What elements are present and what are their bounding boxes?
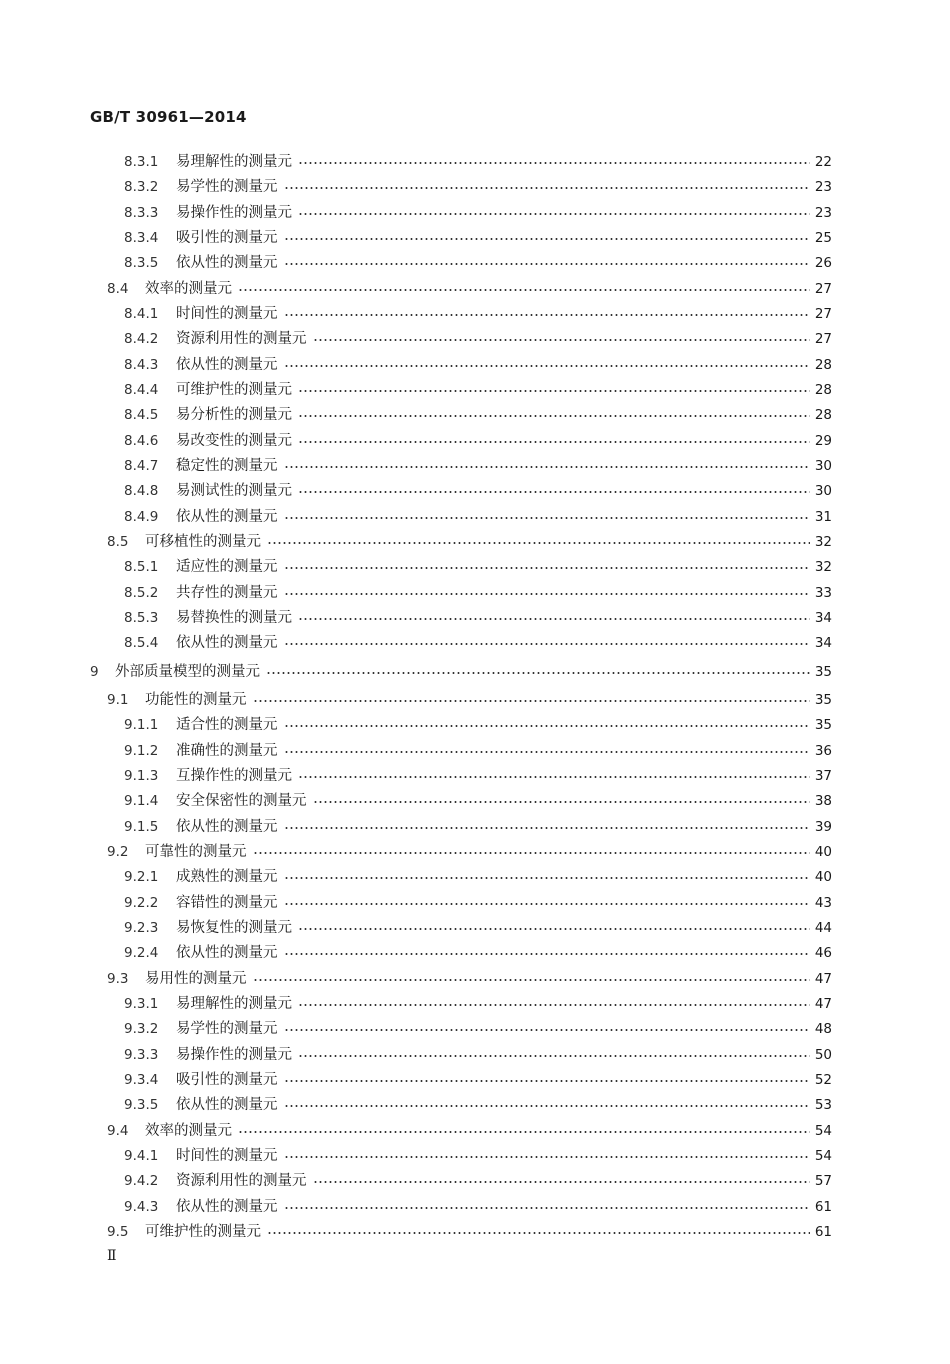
toc-entry-number: 8.4.6 xyxy=(124,432,159,449)
toc-entry-title: 易理解性的测量元 xyxy=(176,995,292,1012)
toc-entry-title: 依从性的测量元 xyxy=(176,818,278,835)
toc-entry[interactable] xyxy=(0,1144,950,1169)
toc-entry-page: 27 xyxy=(814,280,832,297)
toc-leader-dots xyxy=(266,672,810,674)
toc-leader-dots xyxy=(284,1156,810,1158)
page-number: Ⅱ xyxy=(107,1248,117,1264)
toc-entry-number: 9.4.2 xyxy=(124,1173,159,1190)
toc-entry-number: 9.2.4 xyxy=(124,945,159,962)
toc-entry-page: 43 xyxy=(814,894,832,911)
toc-entry-page: 33 xyxy=(814,584,832,601)
toc-leader-dots xyxy=(298,441,810,443)
toc-entry[interactable] xyxy=(0,429,950,454)
toc-leader-dots xyxy=(238,289,810,291)
toc-entry-page: 23 xyxy=(814,204,832,221)
toc-leader-dots xyxy=(284,1105,810,1107)
toc-entry[interactable] xyxy=(0,631,950,656)
toc-entry-number: 8.5.4 xyxy=(124,635,159,652)
toc-entry-page: 40 xyxy=(814,843,832,860)
toc-entry-title: 易用性的测量元 xyxy=(145,970,247,987)
toc-entry-page: 37 xyxy=(814,767,832,784)
toc-entry-page: 36 xyxy=(814,742,832,759)
toc-entry[interactable] xyxy=(0,505,950,530)
toc-entry-title: 效率的测量元 xyxy=(145,1122,232,1139)
toc-entry-page: 26 xyxy=(814,255,832,272)
toc-entry-title: 互操作性的测量元 xyxy=(176,767,292,784)
toc-entry[interactable] xyxy=(0,251,950,276)
toc-entry[interactable] xyxy=(0,713,950,738)
toc-entry[interactable] xyxy=(0,815,950,840)
toc-entry-page: 32 xyxy=(814,533,832,550)
toc-leader-dots xyxy=(238,1131,810,1133)
toc-entry-number: 8.5.3 xyxy=(124,609,159,626)
toc-entry-page: 27 xyxy=(814,305,832,322)
toc-leader-dots xyxy=(284,365,810,367)
toc-entry-number: 8.3.4 xyxy=(124,229,159,246)
toc-entry[interactable] xyxy=(0,764,950,789)
toc-entry-title: 依从性的测量元 xyxy=(176,255,278,272)
toc-entry-number: 9.2.3 xyxy=(124,919,159,936)
toc-entry[interactable] xyxy=(0,175,950,200)
toc-entry-page: 54 xyxy=(814,1147,832,1164)
toc-entry-title: 易操作性的测量元 xyxy=(176,204,292,221)
toc-entry-number: 8.4.4 xyxy=(124,381,159,398)
toc-entry-title: 共存性的测量元 xyxy=(176,584,278,601)
toc-entry[interactable] xyxy=(0,302,950,327)
toc-entry[interactable] xyxy=(0,606,950,631)
toc-entry-title: 功能性的测量元 xyxy=(145,691,247,708)
toc-entry-number: 8.4.5 xyxy=(124,407,159,424)
toc-entry-title: 易恢复性的测量元 xyxy=(176,919,292,936)
toc-entry[interactable] xyxy=(0,1169,950,1194)
toc-entry-page: 47 xyxy=(814,970,832,987)
toc-entry[interactable] xyxy=(0,150,950,175)
toc-leader-dots xyxy=(267,542,810,544)
toc-entry[interactable] xyxy=(0,688,950,713)
toc-entry-title: 稳定性的测量元 xyxy=(176,457,278,474)
toc-entry-title: 外部质量模型的测量元 xyxy=(115,663,260,680)
toc-entry[interactable] xyxy=(0,840,950,865)
toc-leader-dots xyxy=(298,618,810,620)
toc-leader-dots xyxy=(284,643,810,645)
toc-entry-title: 效率的测量元 xyxy=(145,280,232,297)
toc-entry-number: 9.3.1 xyxy=(124,995,159,1012)
toc-entry-title: 依从性的测量元 xyxy=(176,508,278,525)
toc-leader-dots xyxy=(284,466,810,468)
toc-entry-page: 54 xyxy=(814,1122,832,1139)
toc-entry[interactable] xyxy=(0,581,950,606)
toc-leader-dots xyxy=(284,725,810,727)
toc-entry[interactable] xyxy=(0,530,950,555)
toc-entry-title: 可维护性的测量元 xyxy=(176,381,292,398)
toc-entry-number: 8.3.3 xyxy=(124,204,159,221)
toc-leader-dots xyxy=(284,1080,810,1082)
toc-entry-page: 22 xyxy=(814,154,832,170)
toc-leader-dots xyxy=(253,979,810,981)
toc-entry-title: 时间性的测量元 xyxy=(176,1147,278,1164)
toc-entry-page: 28 xyxy=(814,381,832,398)
toc-leader-dots xyxy=(284,593,810,595)
toc-entry-number: 8.3.5 xyxy=(124,255,159,272)
toc-entry-page: 28 xyxy=(814,407,832,424)
toc-entry-title: 依从性的测量元 xyxy=(176,1198,278,1215)
toc-entry-page: 39 xyxy=(814,818,832,835)
toc-entry-title: 资源利用性的测量元 xyxy=(176,1173,307,1190)
toc-entry-page: 30 xyxy=(814,483,832,500)
toc-entry-number: 9.3.2 xyxy=(124,1021,159,1038)
toc-entry[interactable] xyxy=(0,992,950,1017)
toc-entry-title: 吸引性的测量元 xyxy=(176,229,278,246)
toc-entry-number: 9.1.4 xyxy=(124,793,159,810)
toc-leader-dots xyxy=(253,852,810,854)
toc-leader-dots xyxy=(253,700,810,702)
toc-entry-page: 31 xyxy=(814,508,832,525)
toc-entry[interactable] xyxy=(0,403,950,428)
toc-leader-dots xyxy=(284,263,810,265)
toc-entry-number: 9.1.2 xyxy=(124,742,159,759)
toc-entry-number: 8.5.2 xyxy=(124,584,159,601)
toc-leader-dots xyxy=(298,776,810,778)
toc-entry[interactable] xyxy=(0,789,950,814)
toc-entry-title: 易学性的测量元 xyxy=(176,1021,278,1038)
toc-entry-page: 38 xyxy=(814,793,832,810)
toc-entry[interactable] xyxy=(0,1195,950,1220)
toc-entry[interactable] xyxy=(0,916,950,941)
toc-entry-number: 9.2 xyxy=(107,843,129,860)
toc-entry[interactable] xyxy=(0,327,950,352)
toc-entry-page: 29 xyxy=(814,432,832,449)
toc-entry-title: 易测试性的测量元 xyxy=(176,483,292,500)
toc-entry-page: 35 xyxy=(814,717,832,734)
toc-leader-dots xyxy=(284,953,810,955)
toc-entry[interactable] xyxy=(0,739,950,764)
toc-entry-title: 容错性的测量元 xyxy=(176,894,278,911)
toc-entry-page: 61 xyxy=(814,1198,832,1215)
toc-entry[interactable] xyxy=(0,226,950,251)
toc-entry-number: 9.4.3 xyxy=(124,1198,159,1215)
toc-leader-dots xyxy=(298,928,810,930)
toc-entry-page: 57 xyxy=(814,1173,832,1190)
toc-entry-number: 8.4.8 xyxy=(124,483,159,500)
toc-entry-number: 9.3.3 xyxy=(124,1046,159,1063)
toc-leader-dots xyxy=(284,877,810,879)
toc-entry-number: 9.2.1 xyxy=(124,869,159,886)
toc-leader-dots xyxy=(313,801,810,803)
toc-leader-dots xyxy=(298,491,810,493)
toc-entry[interactable] xyxy=(0,378,950,403)
toc-entry-number: 8.3.1 xyxy=(124,154,159,170)
toc-leader-dots xyxy=(284,567,810,569)
toc-entry-page: 34 xyxy=(814,609,832,626)
toc-entry-title: 适应性的测量元 xyxy=(176,559,278,576)
toc-entry-page: 52 xyxy=(814,1071,832,1088)
toc-leader-dots xyxy=(298,415,810,417)
toc-leader-dots xyxy=(298,162,810,164)
toc-entry-number: 9.4.1 xyxy=(124,1147,159,1164)
toc-leader-dots xyxy=(284,187,810,189)
toc-entry-title: 可移植性的测量元 xyxy=(145,533,261,550)
toc-entry-title: 易分析性的测量元 xyxy=(176,407,292,424)
toc-entry-title: 依从性的测量元 xyxy=(176,635,278,652)
toc-entry-page: 27 xyxy=(814,331,832,348)
toc-entry-number: 8.4.3 xyxy=(124,356,159,373)
toc-entry-title: 吸引性的测量元 xyxy=(176,1071,278,1088)
toc-entry-number: 8.4 xyxy=(107,280,129,297)
toc-entry-title: 易学性的测量元 xyxy=(176,179,278,196)
toc-entry[interactable] xyxy=(0,479,950,504)
toc-entry-number: 8.5 xyxy=(107,533,129,550)
toc-entry[interactable] xyxy=(0,201,950,226)
toc-entry[interactable] xyxy=(0,660,950,685)
toc-entry-title: 时间性的测量元 xyxy=(176,305,278,322)
toc-entry-title: 适合性的测量元 xyxy=(176,717,278,734)
standard-code: GB/T 30961—2014 xyxy=(90,108,247,126)
toc-entry-number: 8.4.1 xyxy=(124,305,159,322)
toc-leader-dots xyxy=(313,339,810,341)
toc-leader-dots xyxy=(267,1232,810,1234)
toc-entry[interactable] xyxy=(0,353,950,378)
toc-leader-dots xyxy=(298,1055,810,1057)
toc-entry[interactable] xyxy=(0,1043,950,1068)
toc-leader-dots xyxy=(284,1207,810,1209)
toc-entry[interactable] xyxy=(0,865,950,890)
toc-entry-title: 可靠性的测量元 xyxy=(145,843,247,860)
toc-entry-title: 安全保密性的测量元 xyxy=(176,793,307,810)
toc-entry-page: 28 xyxy=(814,356,832,373)
toc-entry-number: 9.1.1 xyxy=(124,717,159,734)
toc-entry-page: 48 xyxy=(814,1021,832,1038)
toc-entry-page: 40 xyxy=(814,869,832,886)
toc-entry-title: 准确性的测量元 xyxy=(176,742,278,759)
toc-leader-dots xyxy=(298,213,810,215)
toc-entry-page: 35 xyxy=(814,691,832,708)
toc-entry[interactable] xyxy=(0,1119,950,1144)
toc-leader-dots xyxy=(284,751,810,753)
toc-entry-title: 依从性的测量元 xyxy=(176,356,278,373)
toc-entry-number: 9.1.5 xyxy=(124,818,159,835)
toc-entry-number: 9.1 xyxy=(107,691,129,708)
toc-entry[interactable] xyxy=(0,941,950,966)
toc-entry-number: 8.5.1 xyxy=(124,559,159,576)
toc-entry-page: 47 xyxy=(814,995,832,1012)
toc-entry-page: 50 xyxy=(814,1046,832,1063)
toc-leader-dots xyxy=(284,903,810,905)
toc-entry-title: 成熟性的测量元 xyxy=(176,869,278,886)
toc-leader-dots xyxy=(284,238,810,240)
toc-entry[interactable] xyxy=(0,1068,950,1093)
toc-entry-number: 8.4.9 xyxy=(124,508,159,525)
toc-leader-dots xyxy=(284,314,810,316)
toc-entry-page: 32 xyxy=(814,559,832,576)
toc-leader-dots xyxy=(284,1029,810,1031)
toc-entry-title: 资源利用性的测量元 xyxy=(176,331,307,348)
toc-entry-title: 易操作性的测量元 xyxy=(176,1046,292,1063)
toc-entry-page: 46 xyxy=(814,945,832,962)
toc-entry-number: 9.2.2 xyxy=(124,894,159,911)
toc-entry-page: 35 xyxy=(814,663,832,680)
toc-entry-title: 依从性的测量元 xyxy=(176,1097,278,1114)
toc-entry-page: 34 xyxy=(814,635,832,652)
toc-entry-number: 9.3 xyxy=(107,970,129,987)
toc-leader-dots xyxy=(284,517,810,519)
toc-entry-page: 23 xyxy=(814,179,832,196)
toc-leader-dots xyxy=(284,827,810,829)
toc-entry-title: 易理解性的测量元 xyxy=(176,154,292,170)
toc-leader-dots xyxy=(298,390,810,392)
toc-entry[interactable] xyxy=(0,1220,950,1245)
toc-entry-title: 易改变性的测量元 xyxy=(176,432,292,449)
toc-entry[interactable] xyxy=(0,454,950,479)
toc-entry-number: 9.3.5 xyxy=(124,1097,159,1114)
toc-entry-title: 易替换性的测量元 xyxy=(176,609,292,626)
toc-entry[interactable] xyxy=(0,1017,950,1042)
toc-leader-dots xyxy=(313,1181,810,1183)
toc-entry-page: 30 xyxy=(814,457,832,474)
toc-entry-page: 61 xyxy=(814,1223,832,1240)
toc-entry-number: 9.4 xyxy=(107,1122,129,1139)
toc-leader-dots xyxy=(298,1004,810,1006)
toc-entry-number: 8.3.2 xyxy=(124,179,159,196)
toc-entry-number: 9 xyxy=(90,663,99,680)
toc-entry[interactable] xyxy=(0,1093,950,1118)
toc-entry-number: 9.3.4 xyxy=(124,1071,159,1088)
toc-entry[interactable] xyxy=(0,891,950,916)
toc-entry-title: 依从性的测量元 xyxy=(176,945,278,962)
toc-entry-number: 9.1.3 xyxy=(124,767,159,784)
toc-entry-page: 25 xyxy=(814,229,832,246)
toc-entry-page: 44 xyxy=(814,919,832,936)
toc-entry-number: 8.4.2 xyxy=(124,331,159,348)
toc-entry-number: 8.4.7 xyxy=(124,457,159,474)
toc-entry[interactable] xyxy=(0,555,950,580)
toc-entry-title: 可维护性的测量元 xyxy=(145,1223,261,1240)
toc-entry-page: 53 xyxy=(814,1097,832,1114)
toc-entry[interactable] xyxy=(0,277,950,302)
toc-entry-number: 9.5 xyxy=(107,1223,129,1240)
toc-entry[interactable] xyxy=(0,967,950,992)
